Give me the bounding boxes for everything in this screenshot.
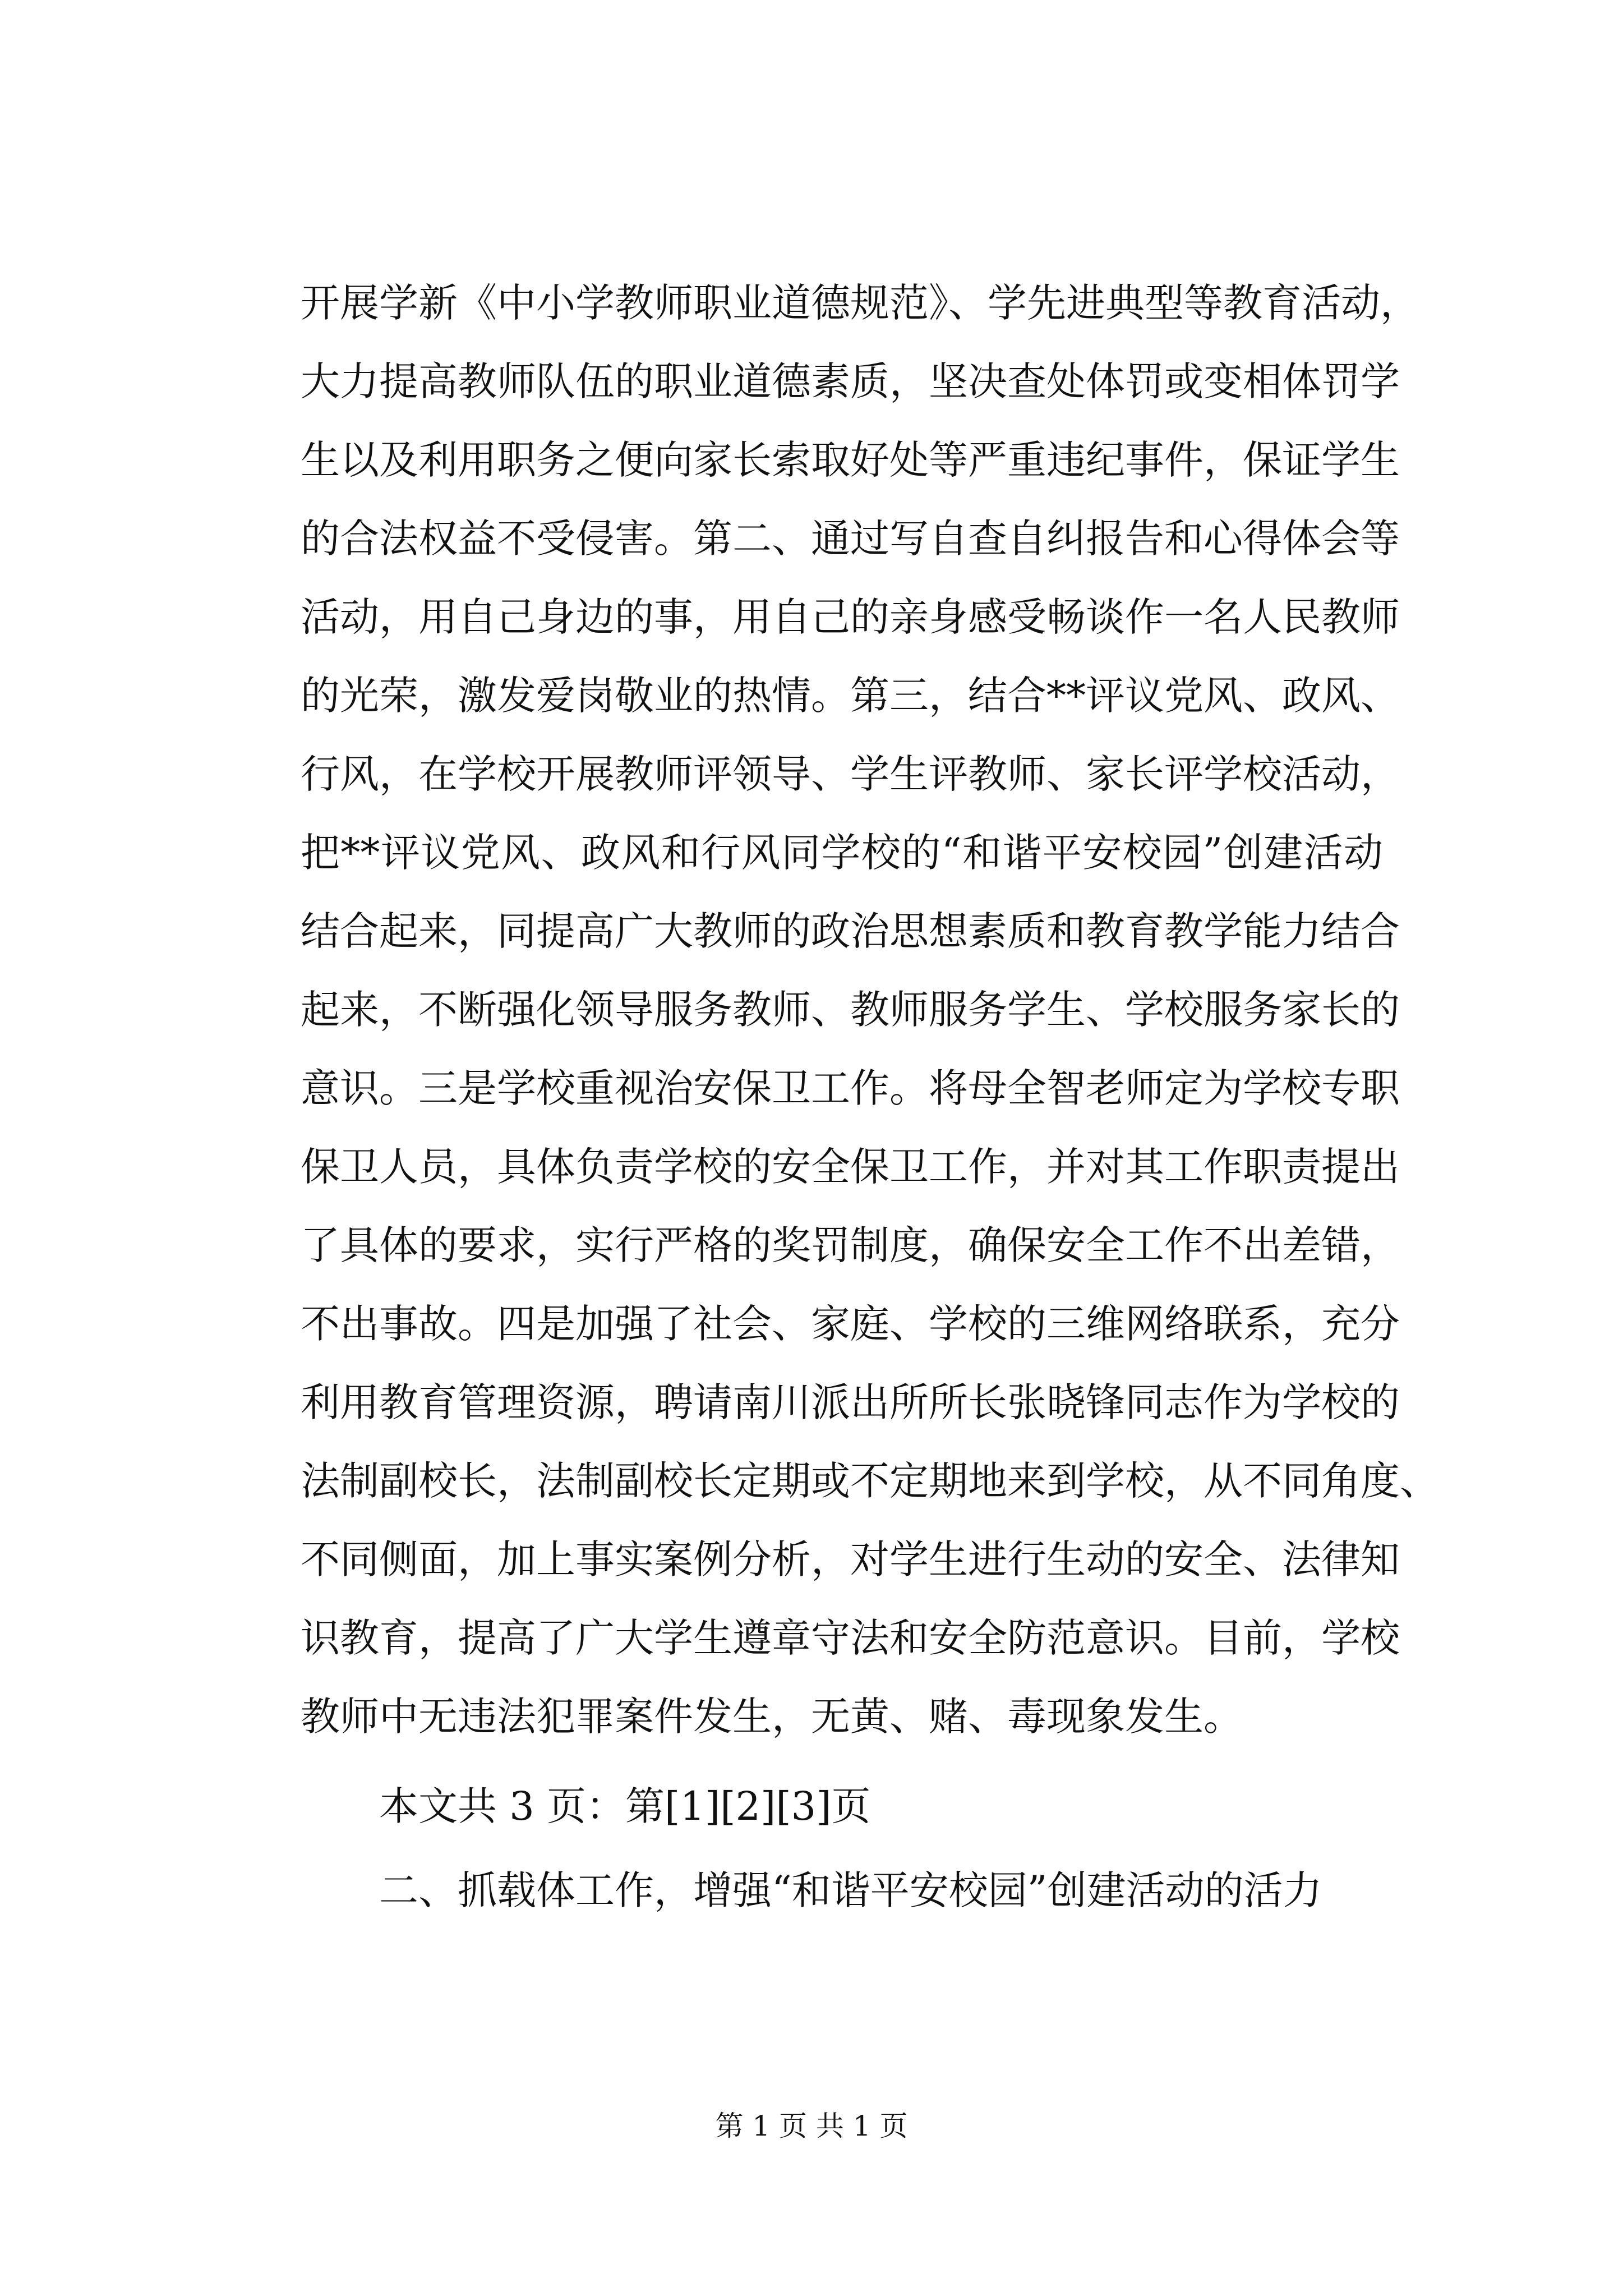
paragraph-line: 不出事故。四是加强了社会、家庭、学校的三维网络联系，充分 xyxy=(301,1301,1400,1347)
paragraph-line: 开展学新《中小学教师职业道德规范》、学先进典型等教育活动， xyxy=(301,280,1419,326)
paragraph-line: 意识。三是学校重视治安保卫工作。将母全智老师定为学校专职 xyxy=(301,1065,1400,1111)
paragraph-line: 大力提高教师队伍的职业道德素质，坚决查处体罚或变相体罚学 xyxy=(301,358,1400,404)
paragraph-line: 教师中无违法犯罪案件发生，无黄、赌、毒现象发生。 xyxy=(301,1694,1243,1740)
page-navigation[interactable]: 本文共 3 页：第[1][2][3]页 xyxy=(379,1783,871,1829)
paragraph-line: 生以及利用职务之便向家长索取好处等严重违纪事件，保证学生 xyxy=(301,437,1400,483)
paragraph-line: 利用教育管理资源，聘请南川派出所所长张晓锋同志作为学校的 xyxy=(301,1379,1400,1425)
paragraph-line: 起来，不断强化领导服务教师、教师服务学生、学校服务家长的 xyxy=(301,987,1400,1033)
paragraph-line: 识教育，提高了广大学生遵章守法和安全防范意识。目前，学校 xyxy=(301,1615,1400,1661)
paragraph-line: 的光荣，激发爱岗敬业的热情。第三，结合**评议党风、政风、 xyxy=(301,673,1400,719)
paragraph-line: 保卫人员，具体负责学校的安全保卫工作，并对其工作职责提出 xyxy=(301,1144,1400,1190)
paragraph-line: 法制副校长，法制副校长定期或不定期地来到学校，从不同角度、 xyxy=(301,1458,1439,1504)
document-body xyxy=(301,264,1439,1930)
paragraph-line: 行风，在学校开展教师评领导、学生评教师、家长评学校活动， xyxy=(301,751,1400,797)
page-footer: 第 1 页 共 1 页 xyxy=(715,2110,908,2142)
paragraph-line: 的合法权益不受侵害。第二、通过写自查自纠报告和心得体会等 xyxy=(301,516,1400,562)
paragraph-line: 活动，用自己身边的事，用自己的亲身感受畅谈作一名人民教师 xyxy=(301,594,1400,640)
paragraph-line: 不同侧面，加上事实案例分析，对学生进行生动的安全、法律知 xyxy=(301,1536,1400,1582)
paragraph-line: 把**评议党风、政风和行风同学校的“和谐平安校园”创建活动 xyxy=(301,830,1383,876)
paragraph-line: 结合起来，同提高广大教师的政治思想素质和教育教学能力结合 xyxy=(301,908,1400,954)
section-heading: 二、抓载体工作，增强“和谐平安校园”创建活动的活力 xyxy=(379,1867,1322,1913)
paragraph-line: 了具体的要求，实行严格的奖罚制度，确保安全工作不出差错， xyxy=(301,1222,1400,1268)
